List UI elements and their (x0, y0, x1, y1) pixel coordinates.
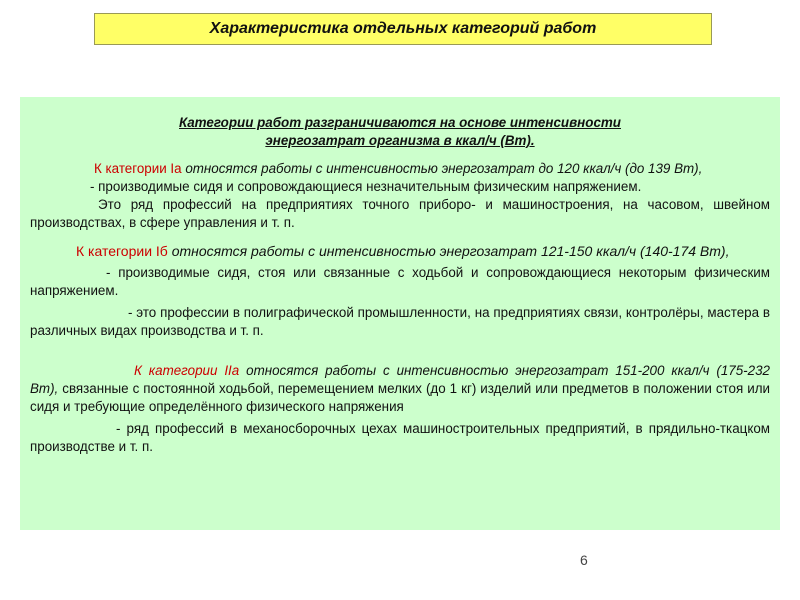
cat-2a-label: К категории IIа (134, 363, 240, 378)
cat-1a-text: относятся работы с интенсивностью энергозатрат до (181, 161, 558, 176)
cat-1b-heading (30, 242, 770, 260)
cat-2a-text: относятся работы с интенсивностью энергозатрат (239, 363, 616, 378)
cat-1a-value: 120 ккал/ч (до 139 Вт), (557, 161, 703, 176)
page-number: 6 (580, 552, 588, 568)
cat-1b-text: относятся работы с интенсивностью энергозатрат (167, 243, 541, 259)
cat-1a-label: К категории Iа (94, 161, 182, 176)
intro-text (30, 114, 770, 150)
intro-line-1: Категории работ разграничиваются на основе интенсивности (179, 115, 621, 130)
intro-line-2: энергозатрат организма в ккал/ч (Вт). (265, 133, 535, 148)
cat-1b-line-2: - производимые сидя, стоя или связанные с ходьбой и сопровождающиеся некоторым физическим напряжением. (30, 265, 770, 298)
cat-2a-weight: (до 1 кг) (425, 381, 477, 396)
cat-1b-line-3: - это профессии в полиграфической промышленности, на предприятиях связи, контролёры, мастера в различных видах производства и т. п. (30, 305, 770, 338)
cat-1b-value: 121-150 ккал/ч (140-174 Вт), (540, 243, 730, 259)
cat-2a-text-3: изделий или предметов в положении стоя или сидя и требующие определённого физического напряжения (30, 381, 770, 414)
slide-title: Характеристика отдельных категорий работ (94, 13, 712, 45)
cat-2a-value: 151-200 ккал/ч (175-232 Вт), (30, 363, 770, 396)
cat-1a-line-3: Это ряд профессий на предприятиях точного приборо- и машиностроения, на часовом, швейном производствах, в сфере управления и т. п. (30, 197, 770, 230)
cat-2a-heading (30, 362, 770, 416)
cat-1a-line-2: - производимые сидя и сопровождающиеся незначительным физическим напряжением. (90, 179, 642, 194)
cat-1b-label: К категории Iб (76, 243, 168, 259)
cat-1a-heading (30, 160, 770, 178)
cat-2a-line-2: - ряд профессий в механосборочных цехах машиностроительных предприятий, в прядильно-ткацком производстве и т. п. (30, 421, 770, 454)
content-panel (20, 97, 780, 530)
cat-2a-text-2: связанные с постоянной ходьбой, перемещением мелких (58, 381, 426, 396)
